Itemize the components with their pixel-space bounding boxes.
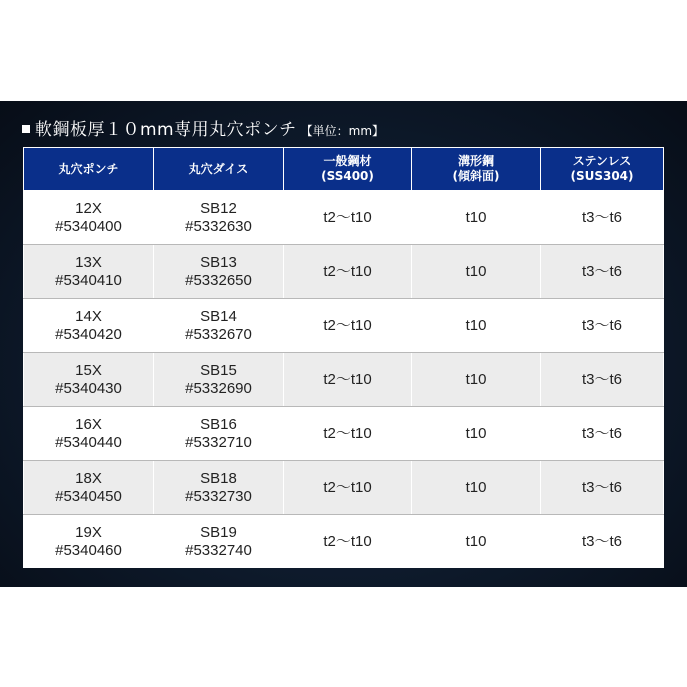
punch-code: #5340420	[55, 325, 122, 343]
general-steel-cell	[284, 299, 412, 353]
general-steel-cell	[284, 515, 412, 569]
table-row	[24, 461, 664, 515]
section-heading	[22, 115, 384, 139]
general-steel-cell	[284, 461, 412, 515]
stainless: t3〜t6	[581, 316, 623, 334]
general-steel-cell	[284, 191, 412, 245]
punch-code: #5340400	[55, 217, 122, 235]
general: t2〜t10	[323, 316, 372, 334]
die: SB14	[200, 307, 237, 325]
spec-table	[23, 147, 664, 568]
product-spec-panel	[0, 101, 687, 587]
stainless-cell	[541, 191, 664, 245]
general-steel-cell	[284, 407, 412, 461]
punch-code: #5340430	[55, 379, 122, 397]
channel: t10	[465, 424, 487, 442]
general: t2〜t10	[323, 532, 372, 550]
channel: t10	[465, 316, 487, 334]
punch-code: #5340460	[55, 541, 122, 559]
stainless-cell	[541, 461, 664, 515]
heading-title: 軟鋼板厚１０mm専用丸穴ポンチ	[35, 120, 297, 140]
stainless-cell	[541, 407, 664, 461]
channel-steel-cell	[412, 245, 541, 299]
channel-steel-cell	[412, 353, 541, 407]
general-steel-cell	[284, 245, 412, 299]
square-bullet-icon	[22, 125, 30, 133]
die-cell	[154, 515, 284, 569]
die: SB18	[200, 469, 237, 487]
punch: 18X	[75, 469, 102, 487]
punch: 13X	[75, 253, 102, 271]
punch-cell	[24, 353, 154, 407]
channel-steel-cell	[412, 515, 541, 569]
channel-steel-cell	[412, 191, 541, 245]
stainless-cell	[541, 353, 664, 407]
die: SB13	[200, 253, 237, 271]
general: t2〜t10	[323, 424, 372, 442]
channel: t10	[465, 532, 487, 550]
punch-cell	[24, 245, 154, 299]
die-code: #5332730	[185, 487, 252, 505]
stainless: t3〜t6	[581, 532, 623, 550]
stainless-cell	[541, 299, 664, 353]
die-code: #5332650	[185, 271, 252, 289]
table-row	[24, 407, 664, 461]
heading-unit: 【単位：mm】	[300, 124, 385, 138]
table-row	[24, 515, 664, 569]
die-code: #5332630	[185, 217, 252, 235]
stainless: t3〜t6	[581, 478, 623, 496]
header-punch: 丸穴ポンチ	[24, 148, 154, 191]
general: t2〜t10	[323, 478, 372, 496]
punch-cell	[24, 461, 154, 515]
punch-code: #5340410	[55, 271, 122, 289]
stainless: t3〜t6	[581, 424, 623, 442]
punch: 12X	[75, 199, 102, 217]
general-steel-cell	[284, 353, 412, 407]
header-stainless: ステンレス (SUS304)	[541, 148, 664, 191]
punch-cell	[24, 407, 154, 461]
stainless-cell	[541, 245, 664, 299]
die: SB12	[200, 199, 237, 217]
general: t2〜t10	[323, 262, 372, 280]
channel: t10	[465, 262, 487, 280]
general: t2〜t10	[323, 370, 372, 388]
header-general-steel: 一般鋼材 (SS400)	[284, 148, 412, 191]
channel-steel-cell	[412, 299, 541, 353]
die-code: #5332740	[185, 541, 252, 559]
table-row	[24, 353, 664, 407]
die-cell	[154, 299, 284, 353]
die-cell	[154, 191, 284, 245]
punch: 15X	[75, 361, 102, 379]
channel: t10	[465, 208, 487, 226]
die-cell	[154, 353, 284, 407]
header-channel-steel: 溝形鋼 (傾斜面)	[412, 148, 541, 191]
stainless-cell	[541, 515, 664, 569]
punch-cell	[24, 299, 154, 353]
die: SB15	[200, 361, 237, 379]
die: SB16	[200, 415, 237, 433]
table-row	[24, 191, 664, 245]
stainless: t3〜t6	[581, 208, 623, 226]
punch: 14X	[75, 307, 102, 325]
stainless: t3〜t6	[581, 370, 623, 388]
table-header-row	[24, 148, 664, 191]
die-code: #5332690	[185, 379, 252, 397]
table-row	[24, 299, 664, 353]
punch: 16X	[75, 415, 102, 433]
punch-code: #5340450	[55, 487, 122, 505]
channel-steel-cell	[412, 407, 541, 461]
die-cell	[154, 245, 284, 299]
die-cell	[154, 461, 284, 515]
channel: t10	[465, 370, 487, 388]
punch-code: #5340440	[55, 433, 122, 451]
general: t2〜t10	[323, 208, 372, 226]
die: SB19	[200, 523, 237, 541]
punch-cell	[24, 515, 154, 569]
die-code: #5332670	[185, 325, 252, 343]
channel: t10	[465, 478, 487, 496]
channel-steel-cell	[412, 461, 541, 515]
die-code: #5332710	[185, 433, 252, 451]
punch: 19X	[75, 523, 102, 541]
punch-cell	[24, 191, 154, 245]
table-row	[24, 245, 664, 299]
header-die: 丸穴ダイス	[154, 148, 284, 191]
die-cell	[154, 407, 284, 461]
stainless: t3〜t6	[581, 262, 623, 280]
